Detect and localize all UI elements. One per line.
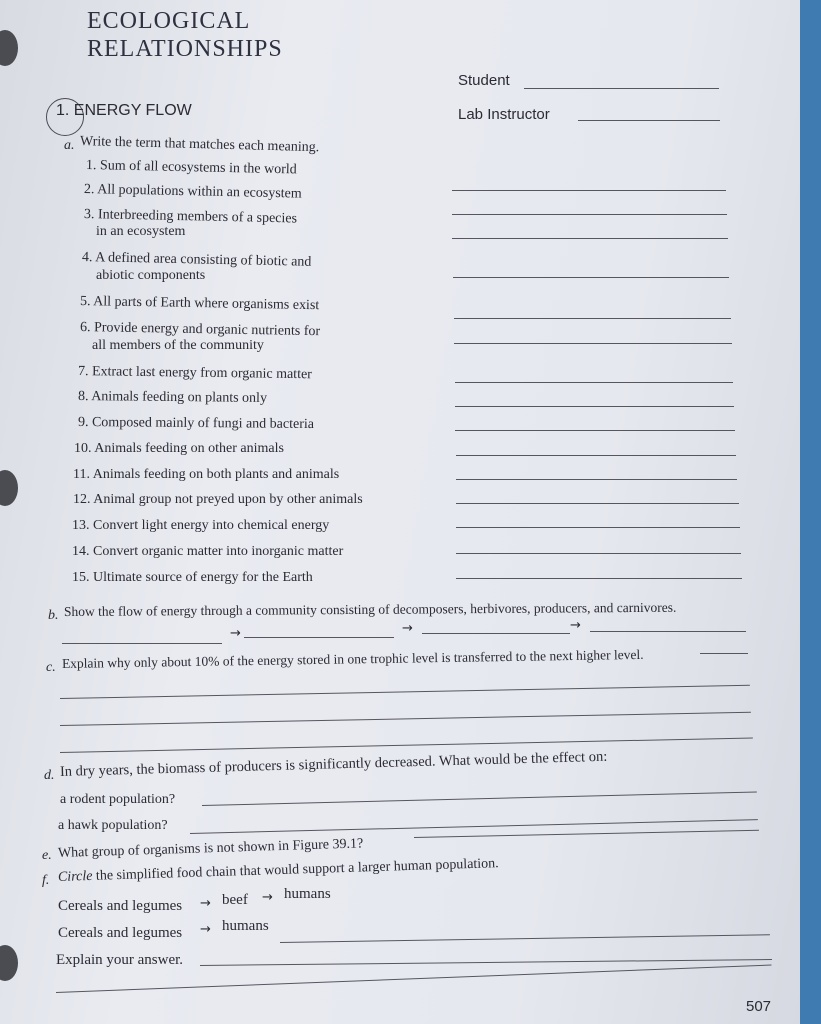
page-number: 507 — [746, 998, 772, 1015]
lab-instructor-label: Lab Instructor — [458, 106, 550, 123]
part-a-letter: a. — [64, 138, 75, 153]
item-2: 2. All populations within an ecosystem — [83, 182, 302, 202]
part-d-prompt: In dry years, the biomass of producers is significantly decreased. What would be the effect on: — [59, 748, 608, 780]
book-edge — [800, 0, 821, 1024]
part-f-letter: f. — [42, 873, 50, 888]
part-e-prompt: What group of organisms is not shown in Figure 39.1? — [57, 836, 364, 861]
answer-blank-11[interactable] — [456, 479, 737, 480]
chain2-arrow-1: → — [200, 922, 211, 937]
student-blank[interactable] — [524, 88, 719, 89]
chain1-beef: beef — [222, 892, 248, 908]
rodent-blank[interactable] — [202, 791, 757, 806]
lab-instructor-blank[interactable] — [578, 120, 720, 121]
chain1-arrow-2: → — [262, 890, 273, 905]
chain2-producers: Cereals and legumes — [58, 925, 183, 941]
explain-label: Explain your answer. — [56, 952, 184, 968]
answer-blank-2[interactable] — [452, 214, 727, 215]
flow-blank-4[interactable] — [590, 631, 746, 632]
item-8: 8. Animals feeding on plants only — [77, 389, 268, 406]
flow-blank-1[interactable] — [62, 643, 222, 644]
circle-instruction: Circle — [57, 868, 93, 885]
binder-hole — [0, 30, 18, 66]
rodent-label: a rodent population? — [60, 792, 176, 807]
item-4: 4. A defined area consisting of biotic and — [81, 250, 312, 270]
answer-blank-14[interactable] — [456, 553, 741, 554]
answer-blank-7[interactable] — [455, 382, 733, 383]
answer-blank-1[interactable] — [452, 190, 726, 191]
group-blank[interactable] — [414, 830, 759, 838]
explain-blank-1[interactable] — [60, 685, 750, 699]
item-9: 9. Composed mainly of fungi and bacteria — [77, 415, 315, 433]
explain-blank-2[interactable] — [60, 712, 751, 726]
item-10: 10. Animals feeding on other animals — [74, 441, 284, 456]
page-title-line1: ECOLOGICAL — [87, 8, 251, 34]
explain-answer-blank-1[interactable] — [200, 959, 772, 966]
item-3: 3. Interbreeding members of a species — [83, 207, 298, 227]
answer-blank-9[interactable] — [455, 430, 735, 431]
item-11: 11. Animals feeding on both plants and animals — [73, 467, 340, 482]
item-13: 13. Convert light energy into chemical energy — [72, 518, 330, 533]
item-12: 12. Animal group not preyed upon by other animals — [73, 492, 363, 507]
item-6-cont: all members of the community — [92, 338, 264, 353]
answer-blank-8[interactable] — [455, 406, 734, 407]
flow-arrow-3: → — [570, 618, 581, 633]
part-c-prompt: Explain why only about 10% of the energy stored in one trophic level is transferred to the next higher level. — [61, 646, 644, 671]
item-14: 14. Convert organic matter into inorganic matter — [72, 544, 344, 559]
part-f-prompt-text: the simplified food chain that would support a larger human population. — [95, 856, 499, 884]
chain1-humans: humans — [284, 886, 331, 902]
page-title-line2: RELATIONSHIPS — [87, 36, 283, 62]
answer-blank-3[interactable] — [452, 238, 728, 239]
item-6: 6. Provide energy and organic nutrients for — [79, 320, 321, 340]
flow-blank-2[interactable] — [244, 637, 394, 638]
item-7: 7. Extract last energy from organic matter — [77, 364, 312, 383]
hawk-label: a hawk population? — [58, 818, 168, 833]
flow-blank-3[interactable] — [422, 633, 570, 634]
item-5: 5. All parts of Earth where organisms exist — [79, 294, 320, 314]
section-heading: 1. ENERGY FLOW — [56, 102, 192, 119]
binder-hole — [0, 945, 18, 981]
flow-arrow-1: → — [230, 626, 241, 641]
answer-blank-6[interactable] — [454, 343, 732, 344]
student-label: Student — [458, 72, 510, 89]
explain-blank-0[interactable] — [700, 653, 748, 654]
item-4-cont: abiotic components — [96, 268, 206, 283]
answer-blank-15[interactable] — [456, 578, 742, 579]
chain1-arrow-1: → — [200, 896, 211, 911]
part-f-prompt — [58, 856, 499, 886]
item-3-cont: in an ecosystem — [96, 224, 186, 239]
item-15: 15. Ultimate source of energy for the Earth — [72, 570, 313, 585]
item-1: 1. Sum of all ecosystems in the world — [85, 158, 297, 178]
part-d-letter: d. — [44, 768, 55, 783]
part-c-letter: c. — [46, 660, 56, 675]
part-b-letter: b. — [48, 608, 59, 623]
flow-arrow-2: → — [402, 621, 413, 636]
binder-hole — [0, 470, 18, 506]
explain-blank-3[interactable] — [60, 737, 753, 753]
chain1-producers: Cereals and legumes — [58, 898, 183, 914]
chain2-humans: humans — [222, 918, 269, 934]
answer-blank-12[interactable] — [456, 503, 739, 504]
answer-blank-5[interactable] — [454, 318, 731, 319]
part-b-prompt: Show the flow of energy through a community consisting of decomposers, herbivores, producers, and carnivores. — [63, 599, 677, 619]
answer-blank-4[interactable] — [453, 277, 729, 278]
part-e-letter: e. — [42, 848, 52, 863]
answer-blank-13[interactable] — [456, 527, 740, 528]
answer-blank-10[interactable] — [456, 455, 736, 456]
part-a-prompt: Write the term that matches each meaning. — [79, 134, 320, 156]
chain2-blank[interactable] — [280, 934, 770, 943]
